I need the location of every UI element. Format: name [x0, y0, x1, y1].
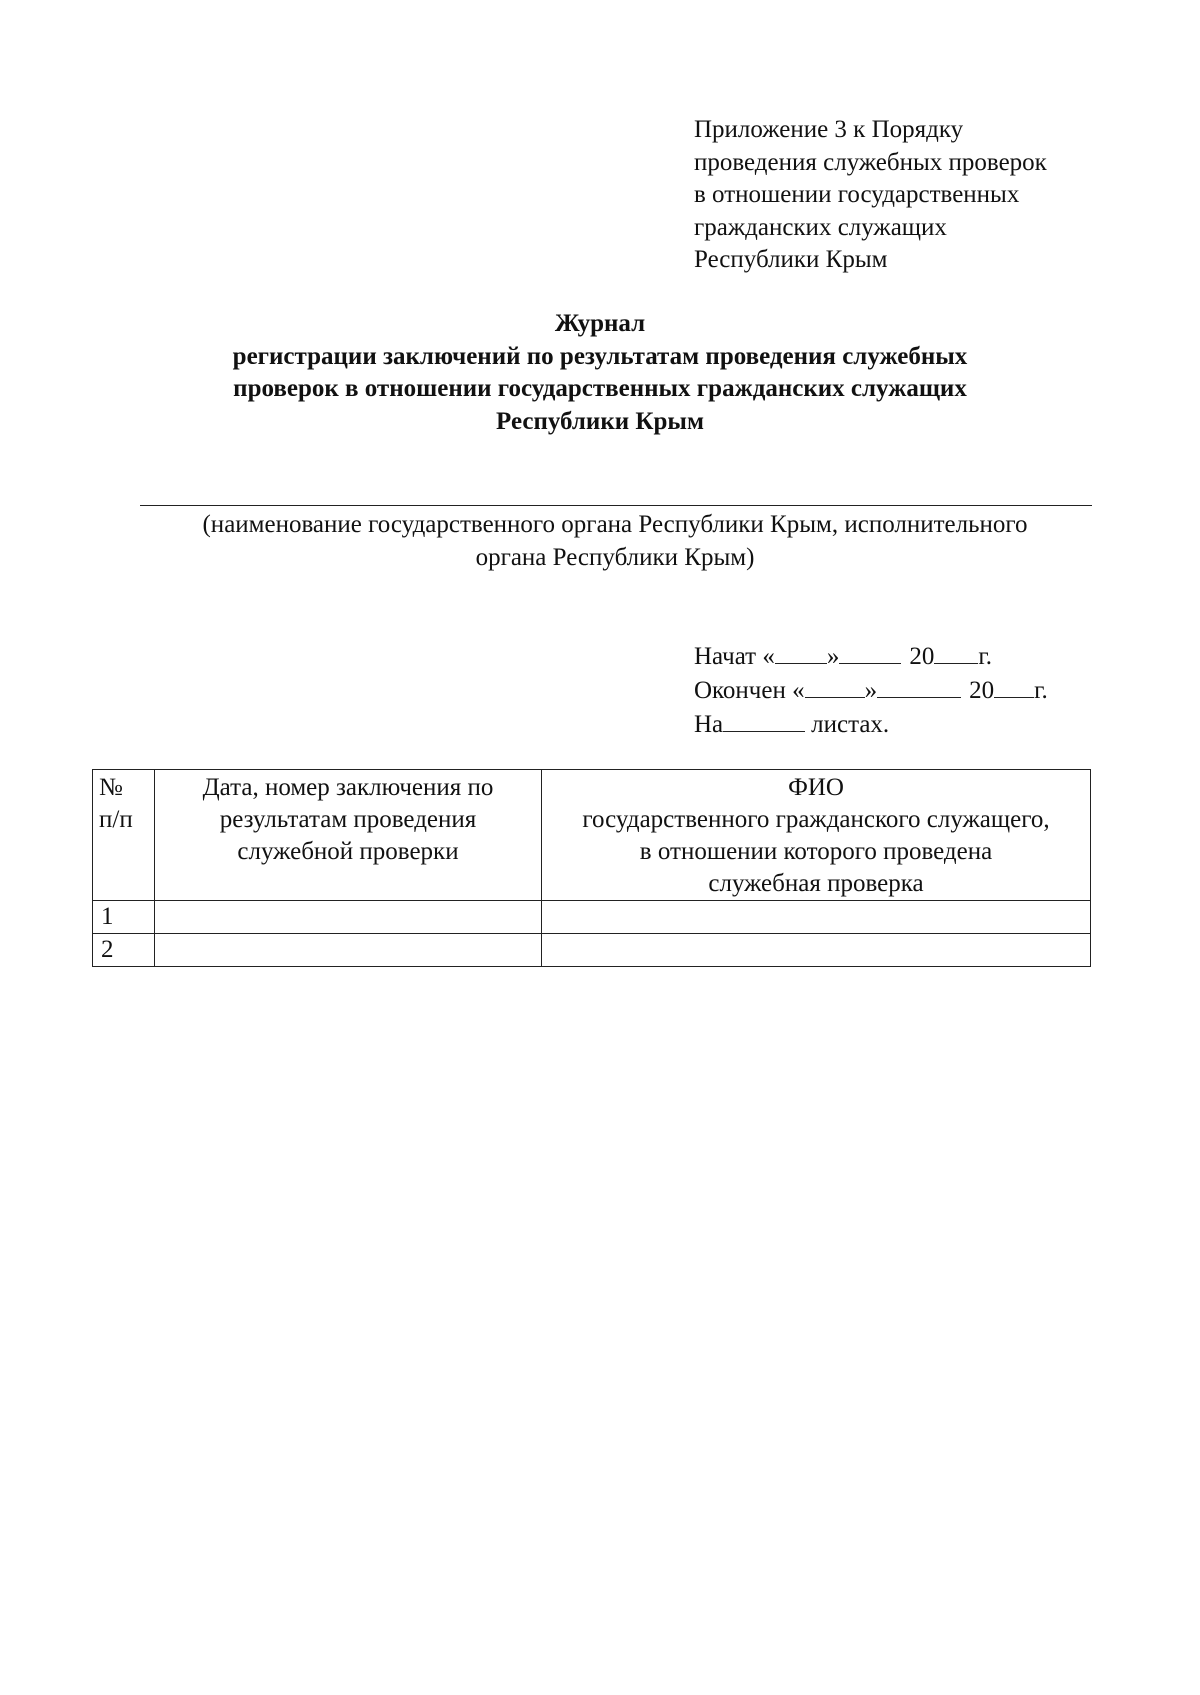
started-row — [694, 640, 1048, 674]
header-date-line: служебной проверки — [237, 838, 459, 865]
title-heading: Журнал — [554, 310, 646, 337]
row-date-cell — [155, 934, 542, 967]
title-subtitle-line: Республики Крым — [496, 407, 704, 435]
appendix-line: проведения служебных проверок — [694, 148, 1047, 176]
sheets-suffix: листах. — [811, 711, 890, 738]
organization-caption-line: органа Республики Крым) — [475, 543, 755, 571]
year-prefix: 20 — [969, 677, 995, 704]
row-num-cell: 2 — [93, 934, 155, 967]
row-fio-cell — [542, 901, 1091, 934]
title-subtitle-line: проверок в отношении государственных гражданских служащих — [233, 375, 967, 402]
sheets-label: На — [694, 711, 724, 738]
header-date-line: результатам проведения — [219, 806, 477, 833]
appendix-line: гражданских служащих — [694, 213, 947, 241]
row-date-cell — [155, 901, 542, 934]
finished-row — [694, 674, 1048, 708]
header-fio-line: в отношении которого проведена — [639, 838, 993, 865]
table-row — [93, 934, 1091, 967]
document-title — [100, 308, 1100, 438]
appendix-line: в отношении государственных — [694, 181, 1020, 208]
journal-dates — [694, 640, 1048, 742]
header-date-line: Дата, номер заключения по — [202, 774, 494, 801]
year-suffix: г. — [978, 643, 993, 670]
header-date — [155, 770, 542, 901]
finished-month-blank — [877, 675, 961, 698]
header-fio-line: служебная проверка — [708, 870, 924, 897]
header-num-line: № — [99, 774, 123, 801]
header-fio-line: ФИО — [788, 774, 844, 801]
appendix-line: Приложение 3 к Порядку — [694, 116, 964, 143]
year-prefix: 20 — [909, 643, 935, 670]
sheets-row — [694, 708, 1048, 742]
sheets-count-blank — [723, 709, 805, 732]
started-year-blank — [934, 641, 978, 664]
organization-caption — [100, 509, 1130, 574]
row-fio-cell — [542, 934, 1091, 967]
quote-close: » — [864, 677, 878, 704]
organization-caption-line: (наименование государственного органа Республики Крым, исполнительного — [202, 511, 1028, 538]
appendix-line: Республики Крым — [694, 246, 888, 273]
table-header-row — [93, 770, 1091, 901]
organization-name-line — [140, 505, 1092, 506]
year-suffix: г. — [1034, 677, 1048, 704]
started-day-blank — [775, 641, 827, 664]
header-num-line: п/п — [99, 806, 133, 833]
appendix-note — [694, 114, 1114, 277]
header-num — [93, 770, 155, 901]
started-label: Начат « — [694, 643, 775, 670]
finished-day-blank — [805, 675, 865, 698]
quote-close: » — [826, 643, 840, 670]
started-month-blank — [839, 641, 901, 664]
title-subtitle-line: регистрации заключений по результатам проведения служебных — [232, 342, 968, 370]
finished-label: Окончен « — [694, 677, 805, 704]
header-fio — [542, 770, 1091, 901]
table-row — [93, 901, 1091, 934]
journal-table — [92, 769, 1091, 967]
header-fio-line: государственного гражданского служащего, — [582, 806, 1050, 833]
finished-year-blank — [994, 675, 1034, 698]
row-num-cell: 1 — [93, 901, 155, 934]
